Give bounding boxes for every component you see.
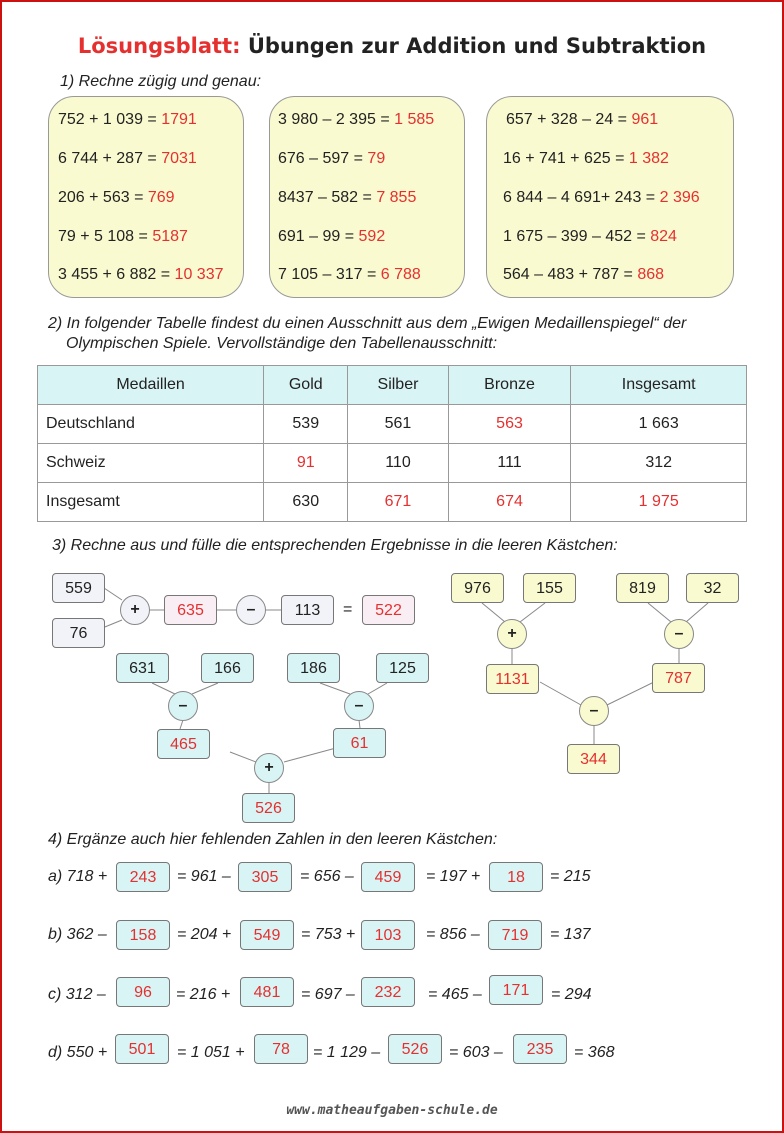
answer-box: 1131 (486, 664, 539, 694)
minus-operator: – (236, 595, 266, 625)
task1-eq: 16 + 741 + 625 = 1 382 (503, 150, 669, 167)
table-header: Gold (264, 366, 348, 405)
answer-box: 526 (388, 1034, 442, 1064)
number-box: 631 (116, 653, 169, 683)
row-text: = 697 – (301, 986, 355, 1003)
table-cell: Insgesamt (38, 483, 264, 522)
answer-box: 243 (116, 862, 170, 892)
answer-box: 171 (489, 975, 543, 1005)
answer-box: 635 (164, 595, 217, 625)
table-cell: 1 663 (571, 405, 747, 444)
task1-eq: 3 980 – 2 395 = 1 585 (278, 111, 435, 128)
answer-box: 787 (652, 663, 705, 693)
number-box: 113 (281, 595, 334, 625)
table-cell-answer: 91 (264, 444, 348, 483)
answer-box: 18 (489, 862, 543, 892)
answer-box: 459 (361, 862, 415, 892)
task1-eq: 7 105 – 317 = 6 788 (278, 266, 421, 283)
row-text: = 961 – (177, 868, 231, 885)
task1-eq: 691 – 99 = 592 (278, 228, 386, 245)
row-text: = 856 – (426, 926, 480, 943)
answer-box: 78 (254, 1034, 308, 1064)
row-text: = 753 + (301, 926, 356, 943)
row-text: = 465 – (428, 986, 482, 1003)
number-box: 819 (616, 573, 669, 603)
number-box: 976 (451, 573, 504, 603)
task2-label: 2) In folgender Tabelle findest du einen Ausschnitt aus dem „Ewigen Medaillenspiegel“ der (48, 315, 687, 332)
answer-box: 549 (240, 920, 294, 950)
plus-operator: + (254, 753, 284, 783)
number-box: 186 (287, 653, 340, 683)
task4-row-b (48, 920, 748, 952)
minus-operator: – (344, 691, 374, 721)
row-text: c) 312 – (48, 986, 106, 1003)
task1-eq: 206 + 563 = 769 (58, 189, 175, 206)
plus-operator: + (120, 595, 150, 625)
answer-box: 719 (488, 920, 542, 950)
answer-box: 232 (361, 977, 415, 1007)
task1-eq: 752 + 1 039 = 1791 (58, 111, 197, 128)
task2-label-cont: Olympischen Spiele. Vervollständige den Tabellenausschnitt: (66, 335, 498, 352)
task1-eq: 6 844 – 4 691+ 243 = 2 396 (503, 189, 700, 206)
table-cell: 111 (448, 444, 571, 483)
row-text: = 603 – (449, 1044, 503, 1061)
answer-box: 526 (242, 793, 295, 823)
row-text: = 137 (550, 926, 591, 943)
answer-box: 465 (157, 729, 210, 759)
table-header: Bronze (448, 366, 571, 405)
task4-row-c (48, 977, 748, 1009)
row-text: = 204 + (177, 926, 232, 943)
row-text: = 368 (574, 1044, 615, 1061)
task1-eq: 657 + 328 – 24 = 961 (506, 111, 659, 128)
table-cell: 630 (264, 483, 348, 522)
equals-sign: = (343, 601, 353, 618)
table-cell-answer: 674 (448, 483, 571, 522)
number-box: 559 (52, 573, 105, 603)
task1-eq: 564 – 483 + 787 = 868 (503, 266, 665, 283)
row-text: = 1 129 – (313, 1044, 381, 1061)
footer-url[interactable]: www.matheaufgaben-schule.de (286, 1103, 498, 1118)
table-cell: 561 (348, 405, 448, 444)
table-cell: Schweiz (38, 444, 264, 483)
task3-label: 3) Rechne aus und fülle die entsprechenden Ergebnisse in die leeren Kästchen: (52, 537, 618, 554)
task4-row-a (48, 862, 748, 894)
plus-operator: + (497, 619, 527, 649)
table-cell: Deutschland (38, 405, 264, 444)
task1-eq: 8437 – 582 = 7 855 (278, 189, 417, 206)
row-text: b) 362 – (48, 926, 107, 943)
table-cell-answer: 1 975 (571, 483, 747, 522)
row-text: = 294 (551, 986, 592, 1003)
answer-box: 235 (513, 1034, 567, 1064)
table-cell: 312 (571, 444, 747, 483)
minus-operator: – (579, 696, 609, 726)
number-box: 76 (52, 618, 105, 648)
row-text: = 197 + (426, 868, 481, 885)
answer-box: 481 (240, 977, 294, 1007)
task4-row-d (48, 1034, 748, 1066)
answer-box: 61 (333, 728, 386, 758)
task1-eq: 1 675 – 399 – 452 = 824 (503, 228, 677, 245)
page-title: Lösungsblatt: Übungen zur Addition und Subtraktion (77, 34, 707, 58)
task1-eq: 676 – 597 = 79 (278, 150, 386, 167)
answer-box: 522 (362, 595, 415, 625)
minus-operator: – (664, 619, 694, 649)
answer-box: 96 (116, 977, 170, 1007)
row-text: = 1 051 + (177, 1044, 245, 1061)
task1-eq: 3 455 + 6 882 = 10 337 (58, 266, 224, 283)
table-header: Insgesamt (571, 366, 747, 405)
row-text: = 215 (550, 868, 591, 885)
table-header: Silber (348, 366, 448, 405)
answer-box: 158 (116, 920, 170, 950)
answer-box: 305 (238, 862, 292, 892)
answer-box: 501 (115, 1034, 169, 1064)
number-box: 166 (201, 653, 254, 683)
number-box: 125 (376, 653, 429, 683)
answer-box: 344 (567, 744, 620, 774)
row-text: d) 550 + (48, 1044, 108, 1061)
row-text: = 216 + (176, 986, 231, 1003)
table-cell-answer: 563 (448, 405, 571, 444)
row-text: = 656 – (300, 868, 354, 885)
minus-operator: – (168, 691, 198, 721)
answer-box: 103 (361, 920, 415, 950)
table-cell: 110 (348, 444, 448, 483)
task1-label: 1) Rechne zügig und genau: (60, 73, 262, 90)
task1-eq: 6 744 + 287 = 7031 (58, 150, 197, 167)
row-text: a) 718 + (48, 868, 108, 885)
number-box: 32 (686, 573, 739, 603)
number-box: 155 (523, 573, 576, 603)
table-header: Medaillen (38, 366, 264, 405)
table-cell: 539 (264, 405, 348, 444)
task1-eq: 79 + 5 108 = 5187 (58, 228, 188, 245)
table-cell-answer: 671 (348, 483, 448, 522)
task4-label: 4) Ergänze auch hier fehlenden Zahlen in den leeren Kästchen: (48, 831, 498, 848)
